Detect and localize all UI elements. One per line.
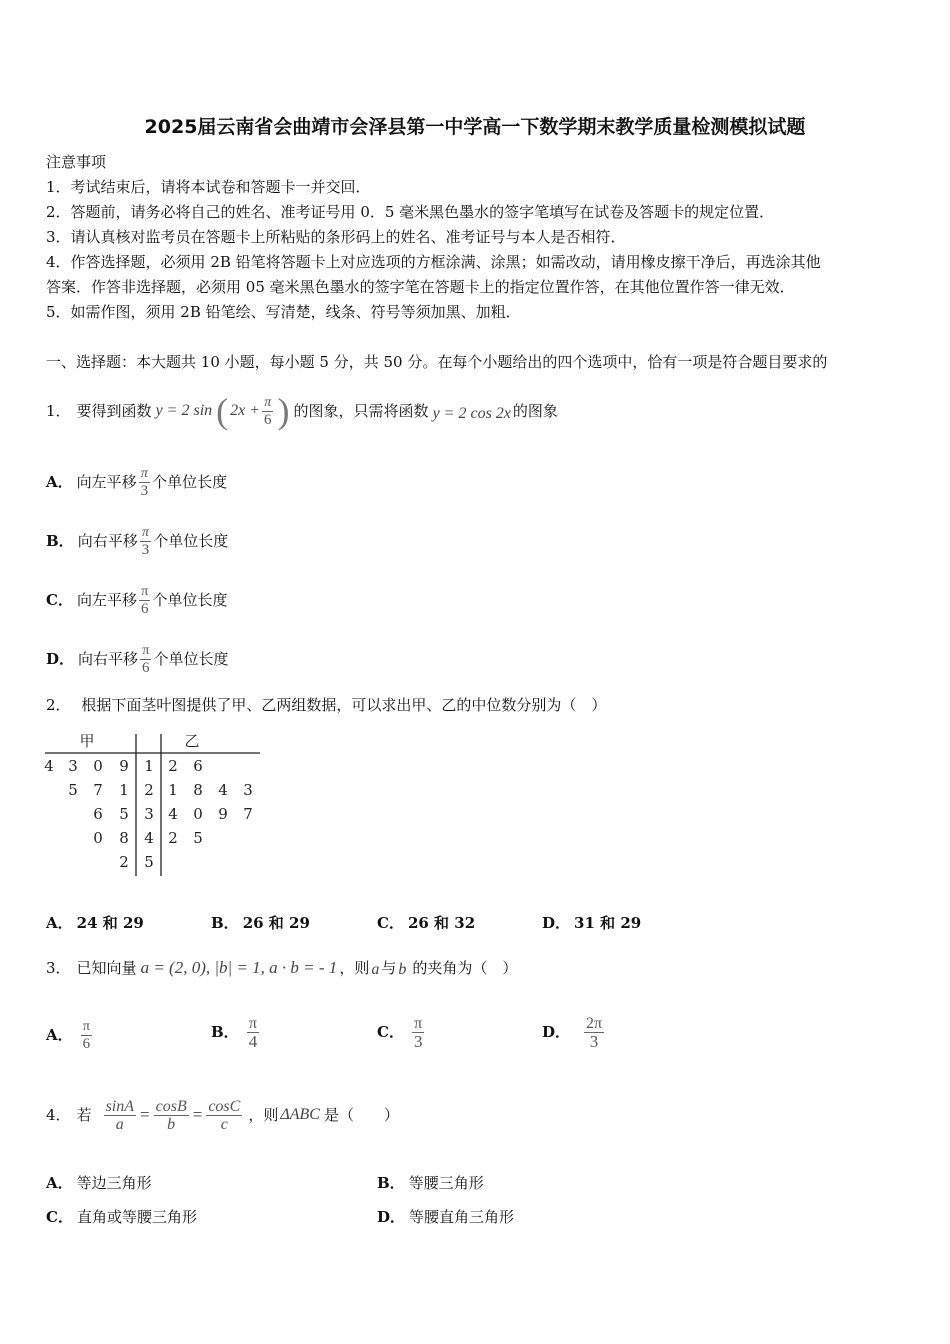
- question-text: ，则: [339, 959, 370, 977]
- left-leaf-value: 6: [93, 805, 103, 823]
- note-item: 5．如需作图，须用 2B 铅笔绘、写清楚，线条、符号等须加黑、加粗．: [46, 303, 521, 321]
- fraction: [140, 524, 152, 559]
- option-text: 直角或等腰三角形: [76, 1208, 197, 1226]
- question-text: 的图象，只需将函数: [293, 402, 429, 420]
- right-leaf-value: 1: [168, 781, 178, 799]
- option-label: B．: [211, 1023, 239, 1041]
- notes-heading: 注意事项: [46, 153, 107, 171]
- vector-b: b: [398, 961, 407, 978]
- question-text: ，则: [248, 1106, 279, 1124]
- left-leaf-value: 7: [93, 781, 103, 799]
- right-leaf-value: 5: [193, 829, 203, 847]
- option-d[interactable]: [542, 914, 641, 932]
- option-text: 个单位长度: [152, 473, 228, 491]
- left-leaf-value: 4: [44, 757, 54, 775]
- left-leaf-value: 0: [93, 829, 103, 847]
- fraction-numerator: 2π: [586, 1014, 603, 1032]
- question-text: 的夹角为（ ）: [412, 959, 518, 977]
- stem-value: 5: [144, 853, 154, 871]
- question-number: 1．: [46, 402, 71, 420]
- fraction-denominator: c: [220, 1115, 228, 1133]
- option-c[interactable]: [377, 1010, 426, 1054]
- question-text: 与: [381, 959, 397, 977]
- fraction-numerator: cosB: [155, 1097, 187, 1115]
- right-leaf-value: 4: [218, 781, 228, 799]
- stem-leaf-right-header: 乙: [184, 732, 200, 750]
- fraction-cosB-b: [154, 1098, 189, 1133]
- option-label: B．: [46, 532, 74, 550]
- option-b[interactable]: [211, 1010, 261, 1054]
- question-2: [46, 696, 606, 714]
- right-leaf-value: 6: [193, 757, 203, 775]
- note-item: 1．考试结束后，请将本试卷和答题卡一并交回．: [46, 178, 371, 196]
- option-text: 向左平移: [76, 473, 137, 491]
- note-item: 答案．作答非选择题，必须用 05 毫米黑色墨水的签字笔在答题卡上的指定位置作答，在其他位置作答一律无效．: [46, 278, 795, 296]
- option-a[interactable]: [46, 1174, 152, 1192]
- fraction-numerator: π: [264, 394, 272, 410]
- question-3: [46, 950, 517, 986]
- left-leaf-value: 5: [68, 781, 78, 799]
- option-a[interactable]: [46, 462, 227, 502]
- option-b[interactable]: [377, 1174, 484, 1192]
- option-label: B．: [211, 914, 239, 932]
- option-label: A．: [46, 1174, 73, 1192]
- formula-y-2cos2x: y = 2 cos 2x: [432, 405, 511, 422]
- equals-sign: =: [192, 1105, 203, 1124]
- option-d[interactable]: [46, 639, 229, 679]
- option-d[interactable]: [542, 1010, 606, 1054]
- fraction-numerator: π: [140, 465, 148, 481]
- question-text: 已知向量: [76, 959, 137, 977]
- section-heading: 一、选择题：本大题共 10 小题，每小题 5 分，共 50 分。在每个小题给出的四个选项中，恰有一项是符合题目要求的: [46, 353, 828, 371]
- stem-value: 3: [144, 805, 154, 823]
- note-item: 2．答题前，请务必将自己的姓名、准考证号用 0．5 毫米黑色墨水的签字笔填写在试卷及答题卡的规定位置．: [46, 203, 775, 221]
- option-text: 等腰三角形: [408, 1174, 484, 1192]
- option-label: D．: [46, 650, 75, 668]
- stem-leaf-left-header: 甲: [79, 732, 95, 750]
- question-1: [46, 388, 558, 434]
- fraction-numerator: cosC: [208, 1097, 241, 1115]
- fraction: [140, 642, 152, 677]
- fraction-numerator: π: [141, 524, 149, 540]
- fraction: [412, 1015, 425, 1050]
- fraction: [247, 1015, 260, 1050]
- question-4: [46, 1090, 399, 1140]
- option-text: 个单位长度: [153, 650, 229, 668]
- left-leaf-value: 8: [119, 829, 129, 847]
- option-text: 向右平移: [78, 650, 139, 668]
- option-b[interactable]: [211, 914, 310, 932]
- right-leaf-value: 7: [243, 805, 253, 823]
- question-text: 的图象: [512, 402, 558, 420]
- question-text: 是（ ）: [323, 1106, 399, 1124]
- question-text: 要得到函数: [76, 402, 152, 420]
- option-label: C．: [377, 914, 404, 932]
- fraction-cosC-c: [206, 1098, 242, 1133]
- question-text: 若: [76, 1106, 92, 1124]
- formula-2x-plus: 2x +: [230, 402, 261, 419]
- option-label: A．: [46, 914, 73, 932]
- stem-value: 2: [144, 781, 154, 799]
- fraction: [81, 1018, 93, 1053]
- option-label: C．: [46, 1208, 73, 1226]
- right-paren-icon: ): [277, 391, 290, 431]
- page-title: 2025届云南省会曲靖市会泽县第一中学高一下数学期末教学质量检测模拟试题: [144, 116, 806, 138]
- option-text: 个单位长度: [152, 591, 228, 609]
- formula-y-2sin: y = 2 sin: [155, 402, 213, 419]
- left-leaf-value: 3: [68, 757, 78, 775]
- fraction-denominator: 3: [413, 1031, 423, 1051]
- option-d[interactable]: [377, 1208, 514, 1226]
- stem-value: 4: [144, 829, 154, 847]
- triangle-abc: ΔABC: [280, 1106, 320, 1123]
- fraction-numerator: sinA: [105, 1097, 135, 1115]
- right-leaf-value: 9: [218, 805, 228, 823]
- stem-leaf-plot: [40, 728, 270, 878]
- option-a[interactable]: [46, 1013, 94, 1057]
- right-leaf-value: 2: [168, 757, 178, 775]
- left-leaf-value: 1: [119, 781, 129, 799]
- note-item: 3．请认真核对监考员在答题卡上所粘贴的条形码上的姓名、准考证号与本人是否相符．: [46, 228, 626, 246]
- left-leaf-value: 9: [119, 757, 129, 775]
- left-leaf-value: 5: [119, 805, 129, 823]
- option-text: 等腰直角三角形: [409, 1208, 515, 1226]
- option-text: 向左平移: [76, 591, 137, 609]
- option-label: D．: [377, 1208, 406, 1226]
- fraction-denominator: 4: [248, 1031, 258, 1051]
- fraction-denominator: 6: [82, 1035, 91, 1052]
- fraction: [139, 583, 151, 618]
- option-label: C．: [46, 591, 73, 609]
- fraction-denominator: a: [115, 1115, 124, 1133]
- option-text: 等边三角形: [76, 1174, 152, 1192]
- option-text: 31 和 29: [574, 914, 642, 932]
- option-label: D．: [542, 1023, 571, 1041]
- fraction-denominator: 6: [264, 411, 272, 428]
- option-c[interactable]: [377, 914, 475, 932]
- option-label: A．: [46, 473, 73, 491]
- option-text: 向右平移: [77, 532, 138, 550]
- fraction-numerator: π: [248, 1014, 257, 1032]
- option-text: 26 和 32: [407, 914, 476, 932]
- fraction-pi-6: [262, 394, 274, 429]
- fraction-denominator: 6: [140, 600, 149, 617]
- fraction-denominator: 6: [142, 659, 150, 676]
- right-leaf-value: 8: [193, 781, 203, 799]
- option-text: 24 和 29: [76, 914, 144, 932]
- option-c[interactable]: [46, 580, 227, 620]
- option-c[interactable]: [46, 1208, 197, 1226]
- option-a[interactable]: [46, 914, 144, 932]
- fraction-numerator: π: [414, 1014, 423, 1032]
- right-leaf-value: 2: [168, 829, 178, 847]
- note-item: 4．作答选择题，必须用 2B 铅笔将答题卡上对应选项的方框涂满、涂黑；如需改动，请用橡皮擦干净后，再选涂其他: [46, 253, 821, 271]
- option-label: A．: [46, 1026, 73, 1044]
- fraction-numerator: π: [141, 583, 149, 599]
- fraction-numerator: π: [142, 642, 150, 658]
- question-number: 2．: [46, 696, 71, 714]
- fraction-denominator: 3: [141, 541, 150, 558]
- equals-sign: =: [140, 1105, 150, 1124]
- option-label: C．: [377, 1023, 404, 1041]
- fraction-denominator: 3: [140, 482, 149, 499]
- formula-vector-conditions: a = (2, 0), |b| = 1, a · b = - 1: [140, 958, 338, 977]
- fraction-denominator: b: [167, 1115, 176, 1133]
- fraction: [139, 465, 151, 500]
- vector-a: a: [371, 961, 380, 978]
- fraction-numerator: π: [82, 1018, 90, 1034]
- right-leaf-value: 3: [243, 781, 253, 799]
- fraction-sinA-a: [104, 1098, 136, 1133]
- right-leaf-value: 0: [193, 805, 203, 823]
- left-leaf-value: 0: [93, 757, 103, 775]
- question-number: 3．: [46, 959, 71, 977]
- fraction: [584, 1015, 604, 1050]
- option-label: B．: [377, 1174, 405, 1192]
- question-text: 根据下面茎叶图提供了甲、乙两组数据，可以求出甲、乙的中位数分别为（ ）: [81, 696, 607, 714]
- stem-value: 1: [144, 757, 154, 775]
- question-number: 4．: [46, 1106, 71, 1124]
- option-text: 26 和 29: [242, 914, 310, 932]
- left-paren-icon: (: [216, 391, 229, 431]
- option-label: D．: [542, 914, 571, 932]
- option-text: 个单位长度: [153, 532, 229, 550]
- option-b[interactable]: [46, 521, 228, 561]
- right-leaf-value: 4: [168, 805, 178, 823]
- fraction-denominator: 3: [589, 1031, 599, 1051]
- left-leaf-value: 2: [119, 853, 129, 871]
